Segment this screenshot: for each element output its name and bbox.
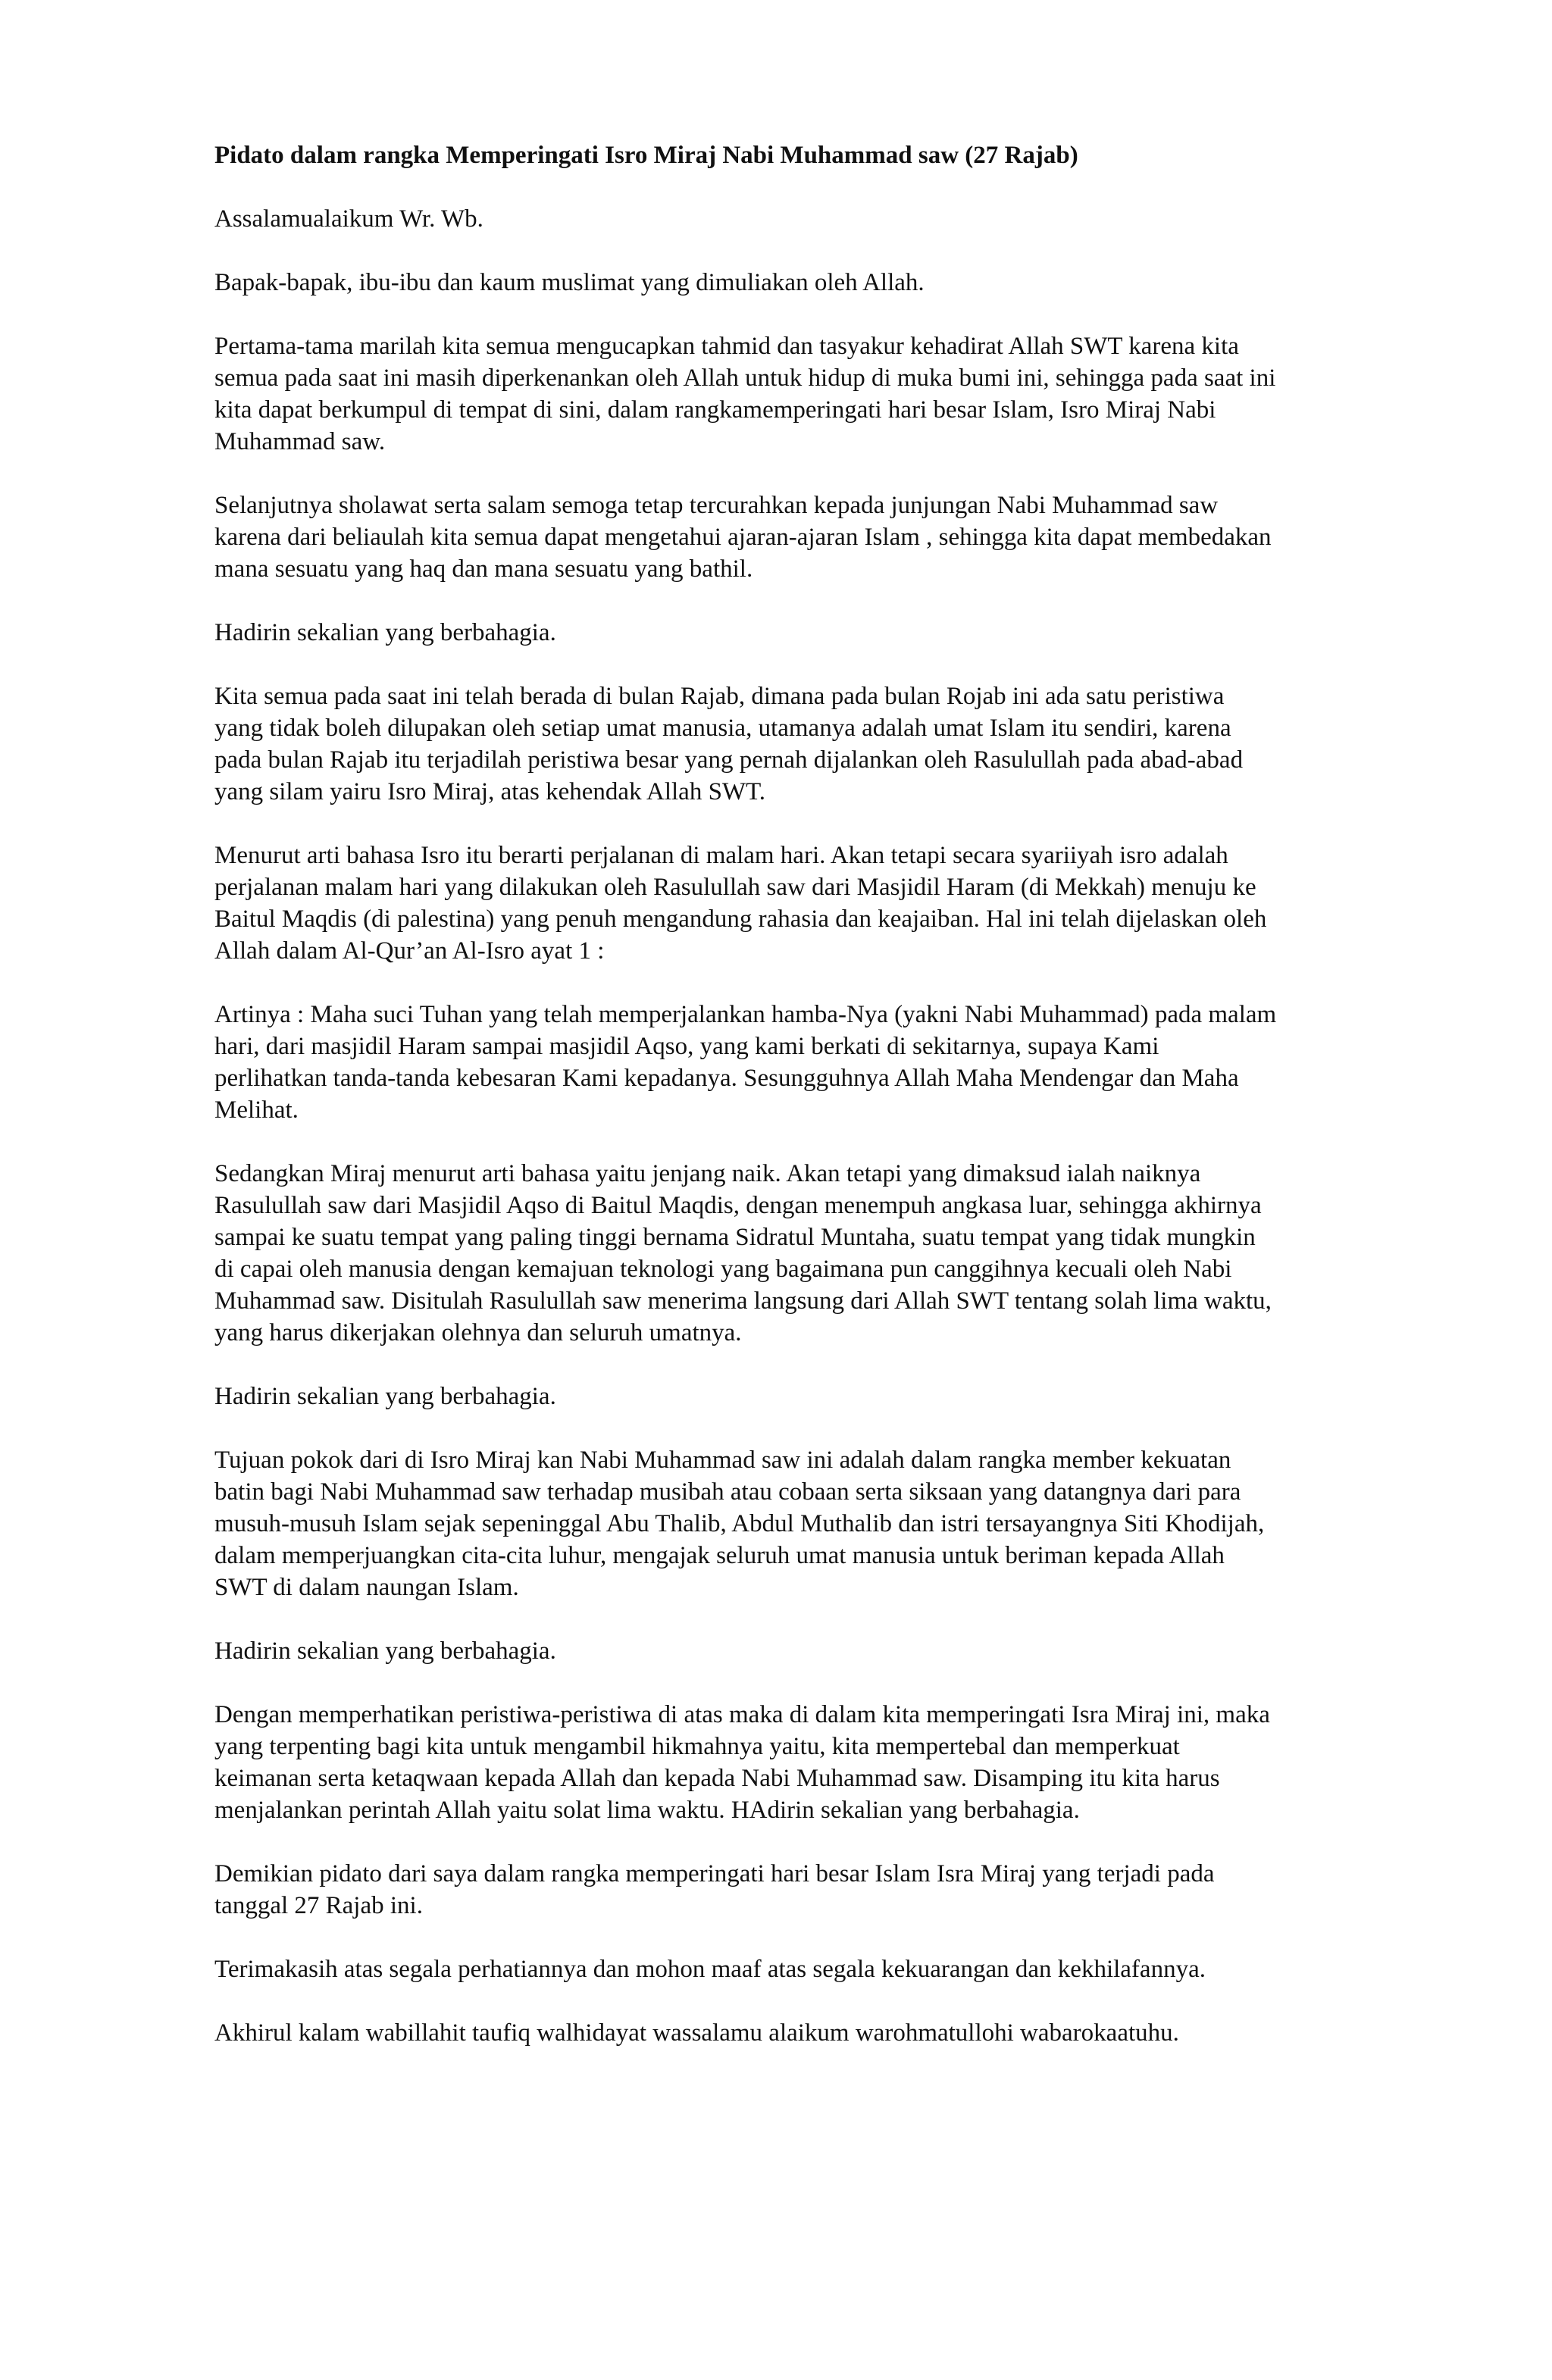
text-line: semua pada saat ini masih diperkenankan oleh Allah untuk hidup di muka bumi ini, sehingga pada saat ini [214, 364, 1276, 392]
text-line: keimanan serta ketaqwaan kepada Allah dan kepada Nabi Muhammad saw. Disamping itu kita harus [214, 1765, 1220, 1792]
text-line: Muhammad saw. Disitulah Rasulullah saw menerima langsung dari Allah SWT tentang solah lima waktu, [214, 1287, 1272, 1315]
address-paragraph: Bapak-bapak, ibu-ibu dan kaum muslimat yang dimuliakan oleh Allah. [214, 269, 925, 296]
document-title: Pidato dalam rangka Memperingati Isro Miraj Nabi Muhammad saw (27 Rajab) [214, 142, 1078, 169]
text-line: yang terpenting bagi kita untuk mengambil hikmahnya yaitu, kita mempertebal dan memperkuat [214, 1733, 1180, 1760]
text-line: sampai ke suatu tempat yang paling tinggi bernama Sidratul Muntaha, suatu tempat yang tidak mungkin [214, 1224, 1256, 1251]
text-line: Sedangkan Miraj menurut arti bahasa yaitu jenjang naik. Akan tetapi yang dimaksud ialah naiknya [214, 1160, 1201, 1187]
greeting: Assalamualaikum Wr. Wb. [214, 205, 483, 233]
text-line: pada bulan Rajab itu terjadilah peristiwa besar yang pernah dijalankan oleh Rasulullah pada abad-abad [214, 746, 1244, 774]
text-line: Dengan memperhatikan peristiwa-peristiwa di atas maka di dalam kita memperingati Isra Miraj ini, maka [214, 1701, 1270, 1728]
paragraph-sholawat [214, 489, 1427, 585]
text-line: perjalanan malam hari yang dilakukan oleh Rasulullah saw dari Masjidil Haram (di Mekkah) menuju ke [214, 874, 1256, 901]
text-line: Menurut arti bahasa Isro itu berarti perjalanan di malam hari. Akan tetapi secara syariiyah isro adalah [214, 842, 1228, 869]
hadirin-line: Hadirin sekalian yang berbahagia. [214, 1383, 556, 1410]
paragraph-purpose [214, 1444, 1427, 1603]
text-line: tanggal 27 Rajab ini. [214, 1892, 423, 1919]
paragraph-miraj-meaning [214, 1158, 1427, 1349]
text-line: Baitul Maqdis (di palestina) yang penuh mengandung rahasia dan keajaiban. Hal ini telah dijelaskan oleh [214, 905, 1267, 933]
text-line: Tujuan pokok dari di Isro Miraj kan Nabi Muhammad saw ini adalah dalam rangka member kekuatan [214, 1446, 1231, 1474]
paragraph-translation [214, 999, 1427, 1126]
text-line: perlihatkan tanda-tanda kebesaran Kami kepadanya. Sesungguhnya Allah Maha Mendengar dan Maha [214, 1065, 1239, 1092]
paragraph-farewell: Akhirul kalam wabillahit taufiq walhidayat wassalamu alaikum warohmatullohi wabarokaatuhu. [214, 2019, 1179, 2047]
text-line: Allah dalam Al-Qur’an Al-Isro ayat 1 : [214, 937, 605, 965]
paragraph-isro-meaning [214, 840, 1427, 967]
text-line: yang tidak boleh dilupakan oleh setiap umat manusia, utamanya adalah umat Islam itu sendiri, karena [214, 715, 1231, 742]
paragraph-opening [214, 330, 1427, 458]
text-line: Muhammad saw. [214, 428, 386, 455]
text-line: kita dapat berkumpul di tempat di sini, dalam rangkamemperingati hari besar Islam, Isro Miraj Nabi [214, 396, 1216, 424]
text-line: Rasulullah saw dari Masjidil Aqso di Baitul Maqdis, dengan menempuh angkasa luar, sehingga akhirnya [214, 1192, 1262, 1219]
text-line: di capai oleh manusia dengan kemajuan teknologi yang bagaimana pun canggihnya kecuali oleh Nabi [214, 1256, 1232, 1283]
text-line: dalam memperjuangkan cita-cita luhur, mengajak seluruh umat manusia untuk beriman kepada Allah [214, 1542, 1225, 1569]
text-line: yang harus dikerjakan olehnya dan seluruh umatnya. [214, 1319, 742, 1346]
text-line: Demikian pidato dari saya dalam rangka memperingati hari besar Islam Isra Miraj yang terjadi pada [214, 1860, 1215, 1887]
text-line: karena dari beliaulah kita semua dapat mengetahui ajaran-ajaran Islam , sehingga kita dapat membedakan [214, 524, 1272, 551]
speech-text [214, 139, 1427, 2081]
text-line: Artinya : Maha suci Tuhan yang telah memperjalankan hamba-Nya (yakni Nabi Muhammad) pada malam [214, 1001, 1277, 1028]
text-line: menjalankan perintah Allah yaitu solat lima waktu. HAdirin sekalian yang berbahagia. [214, 1797, 1080, 1824]
text-line: Melihat. [214, 1096, 299, 1124]
paragraph-closing [214, 1858, 1427, 1922]
text-line: Kita semua pada saat ini telah berada di bulan Rajab, dimana pada bulan Rojab ini ada satu peristiwa [214, 683, 1225, 710]
text-line: batin bagi Nabi Muhammad saw terhadap musibah atau cobaan serta siksaan yang datangnya dari para [214, 1478, 1241, 1506]
text-line: SWT di dalam naungan Islam. [214, 1574, 519, 1601]
hadirin-line: Hadirin sekalian yang berbahagia. [214, 1637, 556, 1665]
paragraph-rajab [214, 680, 1427, 808]
text-line: Pertama-tama marilah kita semua mengucapkan tahmid dan tasyakur kehadirat Allah SWT karena kita [214, 333, 1239, 360]
text-line: hari, dari masjidil Haram sampai masjidil Aqso, yang kami berkati di sekitarnya, supaya Kami [214, 1033, 1159, 1060]
text-line: Selanjutnya sholawat serta salam semoga tetap tercurahkan kepada junjungan Nabi Muhammad saw [214, 492, 1219, 519]
text-line: yang silam yairu Isro Miraj, atas kehendak Allah SWT. [214, 778, 766, 805]
text-line: mana sesuatu yang haq dan mana sesuatu yang bathil. [214, 555, 753, 583]
paragraph-lesson [214, 1699, 1427, 1826]
text-line: musuh-musuh Islam sejak sepeninggal Abu Thalib, Abdul Muthalib dan istri tersayangnya Siti Khodijah, [214, 1510, 1265, 1537]
paragraph-thanks: Terimakasih atas segala perhatiannya dan mohon maaf atas segala kekuarangan dan kekhilafannya. [214, 1956, 1206, 1983]
hadirin-line: Hadirin sekalian yang berbahagia. [214, 619, 556, 646]
